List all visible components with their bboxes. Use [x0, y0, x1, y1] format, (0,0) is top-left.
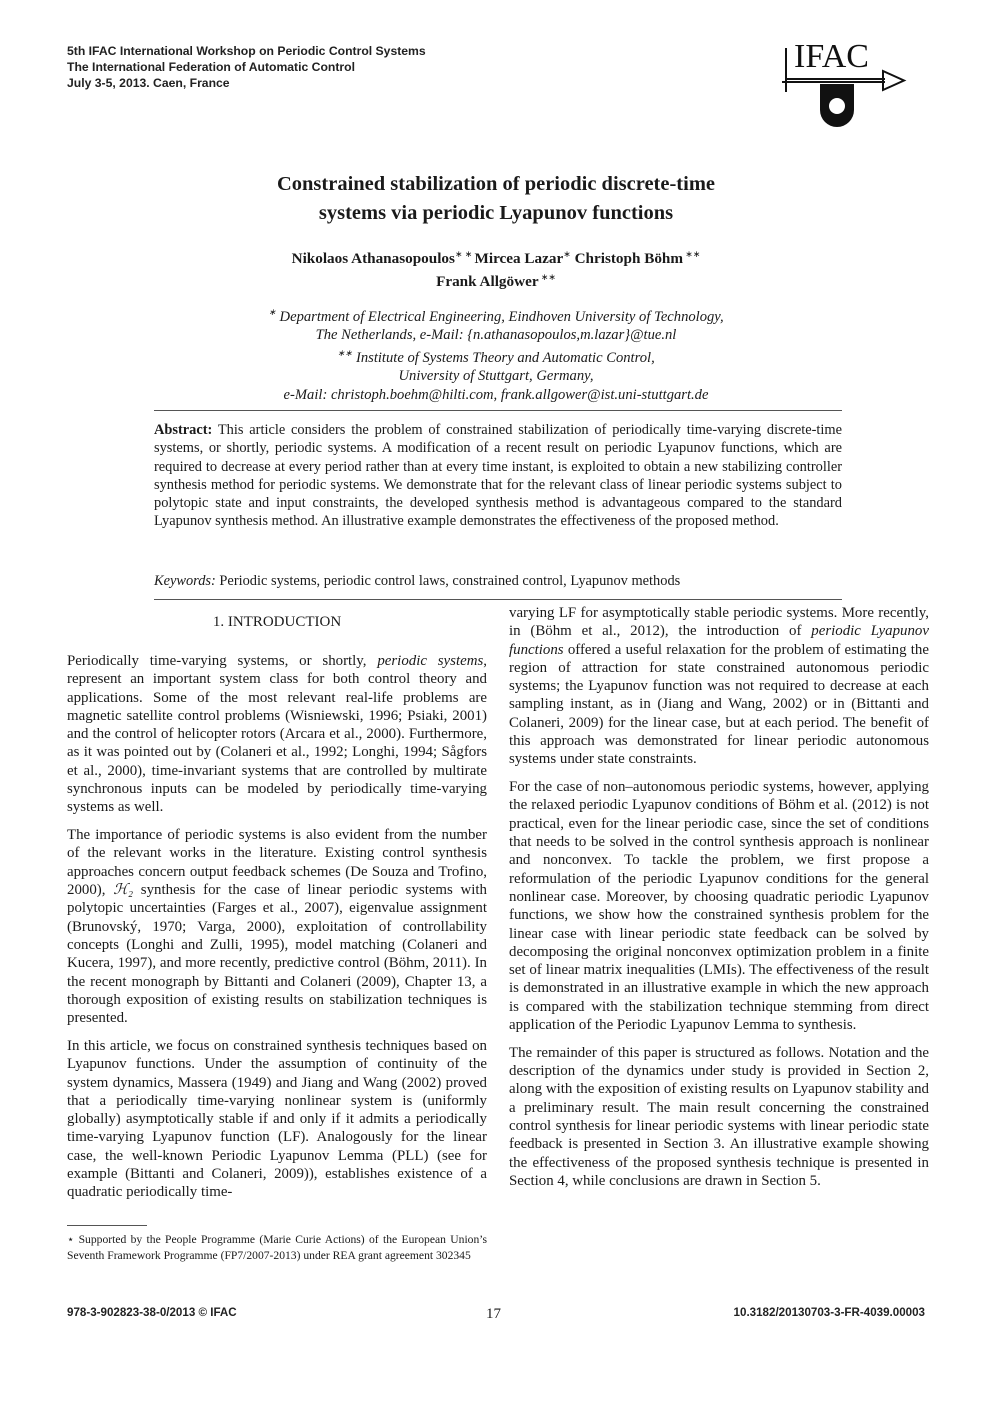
affiliation-line: e-Mail: christoph.boehm@hilti.com, frank.allgower@ist.uni-stuttgart.de: [283, 386, 709, 403]
footer-isbn: 978-3-902823-38-0/2013 © IFAC: [67, 1306, 237, 1319]
affiliation-mark: ∗∗: [538, 272, 556, 283]
affiliation-mark: ∗: [268, 307, 276, 317]
abstract: [154, 421, 842, 531]
author-name: Christoph Böhm: [570, 250, 684, 268]
paragraph: In this article, we focus on constrained synthesis techniques based on Lyapunov functions. Under the assumption of continuity of the system dynamics, Massera (1949) and Jiang and Wang (2002) proved that a periodically time-varying nonlinear system is (uniformly globally) asymptotically stable if and only if it admits a periodically time-varying Lyapunov function (LF). Analogously for the linear case, the well-known Periodic Lyapunov Lemma (PLL) (see for example (Bittanti and Colaneri, 2009)), establishes existence of a quadratic periodically time-: [67, 1037, 487, 1201]
affiliations: [150, 303, 842, 404]
ifac-logo: [778, 38, 908, 128]
divider-bottom: [154, 599, 842, 600]
section-heading: 1. INTRODUCTION: [212, 614, 342, 630]
footnote-divider: [67, 1225, 147, 1226]
left-column: [67, 652, 487, 1211]
author-name: Frank Allgöwer: [436, 273, 539, 291]
organization-name: The International Federation of Automatic Control: [67, 60, 355, 74]
affiliation-mark: ∗: [462, 249, 475, 259]
conference-name: 5th IFAC International Workshop on Periodic Control Systems: [67, 44, 426, 58]
author-name: Mircea Lazar: [474, 250, 564, 268]
footnote-text: Supported by the People Programme (Marie Curie Actions) of the European Union’s Seventh Framework Programme (FP7/2007-2013) under REA grant agreement 302345: [67, 1233, 487, 1262]
abstract-label: Abstract:: [154, 422, 213, 438]
paragraph: varying LF for asymptotically stable periodic systems. More recently, in (Böhm et al., 2012), the introduction of periodic Lyapunov functions offered a useful relaxation for the problem of estimating the region of attraction for state constrained autonomous periodic systems; the Lyapunov function was not required to decrease at each sampling instant, as in (Jiang and Wang, 2002) or in (Bittanti and Colaneri, 2009) for the linear case, but at each period. The benefit of this approach was demonstrated for linear periodic autonomous systems under state constraints.: [509, 605, 929, 768]
ifac-logo-text: IFAC: [794, 38, 869, 75]
right-column: [509, 604, 929, 1200]
footer-doi: 10.3182/20130703-3-FR-4039.00003: [733, 1306, 925, 1319]
keywords: [154, 572, 842, 590]
title-line-2: systems via periodic Lyapunov functions: [318, 202, 674, 224]
keywords-text: Periodic systems, periodic control laws, constrained control, Lyapunov methods: [215, 573, 681, 589]
affiliation-line: Department of Electrical Engineering, Eindhoven University of Technology,: [275, 308, 724, 325]
footnote: [67, 1232, 487, 1264]
keywords-label: Keywords:: [154, 573, 216, 589]
affiliation-mark: ∗: [563, 249, 571, 259]
affiliation-mark: ∗∗: [337, 348, 353, 359]
page-number: 17: [486, 1306, 501, 1322]
affiliation-line: University of Stuttgart, Germany,: [398, 368, 594, 385]
author-name: Nikolaos Athanasopoulos: [291, 250, 455, 268]
affiliation-mark: ∗: [454, 249, 463, 259]
author-list: [150, 245, 842, 291]
paper-title: [150, 170, 842, 228]
paragraph: The importance of periodic systems is also evident from the number of the relevant works in the literature. Existing control synthesis approaches concern output feedback schemes (De Souza and Trofino, 2000), ℋ₂ synthesis for the case of linear periodic systems with polytopic uncertainties (Farges et al., 2007), eigenvalue assignment (Brunovský, 1970; Varga, 2000), exploitation of controllability concepts (Longhi and Zulli, 1995), model matching (Colaneri and Kucera, 1997), and more recently, predictive control (Böhm, 2011). In the recent monograph by Bittanti and Colaneri (2009), Chapter 13, a thorough exposition of existing results on stabilization techniques is presented.: [67, 827, 487, 1027]
conference-date-location: July 3-5, 2013. Caen, France: [67, 76, 230, 90]
affiliation-line: The Netherlands, e-Mail: {n.athanasopoulos,m.lazar}@tue.nl: [315, 327, 677, 344]
divider-top: [154, 410, 842, 411]
affiliation-mark: ∗∗: [683, 249, 701, 259]
paragraph: Periodically time-varying systems, or shortly, periodic systems, represent an important system class for both control theory and applications. Some of the most relevant real-life problems are magnetic satellite control problems (Wisniewski, 1996; Psiaki, 2001) and the control of helicopter rotors (Arcara et al., 2000). Furthermore, as it was pointed out by (Colaneri et al., 1992; Longhi, 1994; Sågfors et al., 2000), time-invariant systems that are controlled by multirate synchronous inputs can be modeled by periodically time-varying systems as well.: [67, 653, 487, 816]
paragraph: For the case of non–autonomous periodic systems, however, applying the relaxed periodic Lyapunov conditions of Böhm et al. (2012) is not practical, even for the linear periodic case, since the set of conditions that needs to be solved in the control synthesis approach is nonlinear and nonconvex. To tackle the problem, we first propose a reformulation of the periodic Lyapunov conditions for the general nonlinear case. Moreover, by choosing quadratic periodic Lyapunov functions, we show how the constrained synthesis problem for the linear case with linear periodic state feedback can be solved by decomposing the original nonconvex optimization problem in a finite set of linear matrix inequalities (LMIs). The effectiveness of the result is demonstrated in an illustrative example in which the new approach is compared with the stabilization technique stemming from direct application of the Periodic Lyapunov Lemma to synthesis.: [509, 779, 929, 1034]
abstract-text: This article considers the problem of constrained stabilization of periodically time-varying discrete-time systems, or shortly, periodic systems. A modification of a recent result on periodic Lyapunov functions, which are required to decrease at every period rather than at every time instant, is exploited to obtain a new stabilizing controller synthesis method for periodic systems. We demonstrate that for the relevant class of linear periodic systems subject to polytopic state and input constraints, the developed synthesis method is advantageous compared to the standard Lyapunov synthesis method. An illustrative example demonstrates the effectiveness of the proposed method.: [154, 422, 842, 530]
conference-header: [67, 43, 426, 91]
footnote-mark: ⋆: [67, 1233, 75, 1246]
affiliation-line: Institute of Systems Theory and Automatic Control,: [352, 350, 655, 367]
title-line-1: Constrained stabilization of periodic discrete-time: [276, 173, 716, 195]
paragraph: The remainder of this paper is structured as follows. Notation and the description of the dynamics under study is provided in Section 2, along with the exposition of existing results on Lyapunov stability and a preliminary result. The main result concerning the constrained control synthesis for linear periodic systems with linear periodic state feedback is presented in Section 3. An illustrative example showing the effectiveness of the proposed synthesis technique is presented in Section 4, while conclusions are drawn in Section 5.: [509, 1044, 929, 1189]
